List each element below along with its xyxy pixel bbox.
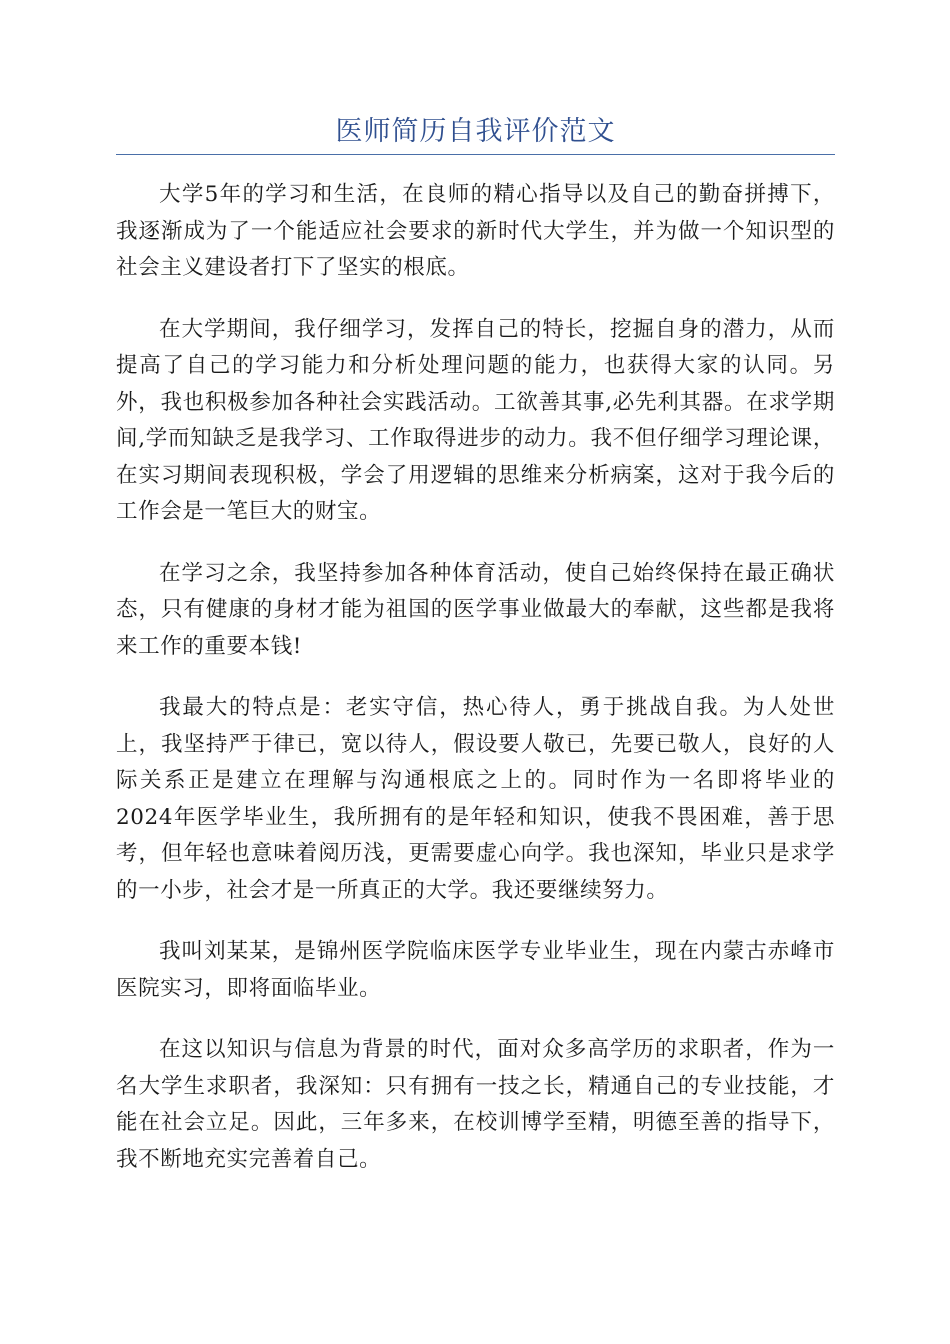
page-title: 医师简历自我评价范文 (335, 116, 616, 147)
document-body (116, 177, 835, 1203)
paragraph-5: 我叫刘某某，是锦州医学院临床医学专业毕业生，现在内蒙古赤峰市医院实习，即将面临毕业。 (116, 939, 835, 1001)
paragraph-3: 在学习之余，我坚持参加各种体育活动，使自己始终保持在最正确状态，只有健康的身材才能为祖国的医学事业做最大的奉献，这些都是我将来工作的重要本钱! (116, 560, 835, 659)
paragraph-1: 大学5年的学习和生活，在良师的精心指导以及自己的勤奋拼搏下，我逐渐成为了一个能适应社会要求的新时代大学生，并为做一个知识型的社会主义建设者打下了坚实的根底。 (116, 182, 835, 280)
title-underline (116, 154, 835, 155)
paragraph-6: 在这以知识与信息为背景的时代，面对众多高学历的求职者，作为一名大学生求职者，我深知：只有拥有一技之长，精通自己的专业技能，才能在社会立足。因此，三年多来，在校训博学至精，明德至善的指导下，我不断地充实完善着自己。 (116, 1037, 835, 1172)
paragraph-2: 在大学期间，我仔细学习，发挥自己的特长，挖掘自身的潜力，从而提高了自己的学习能力和分析处理问题的能力，也获得大家的认同。另外，我也积极参加各种社会实践活动。工欲善其事,必先利其器。在求学期间,学而知缺乏是我学习、工作取得进步的动力。我不但仔细学习理论课，在实习期间表现积极，学会了用逻辑的思维来分析病案，这对于我今后的工作会是一笔巨大的财宝。 (116, 316, 835, 524)
paragraph-4: 我最大的特点是：老实守信，热心待人，勇于挑战自我。为人处世上，我坚持严于律已，宽以待人，假设要人敬已，先要已敬人，良好的人际关系正是建立在理解与沟通根底之上的。同时作为一名即将毕业的2024年医学毕业生，我所拥有的是年轻和知识，使我不畏困难，善于思考，但年轻也意味着阅历浅，更需要虚心向学。我也深知，毕业只是求学的一小步，社会才是一所真正的大学。我还要继续努力。 (116, 695, 835, 903)
